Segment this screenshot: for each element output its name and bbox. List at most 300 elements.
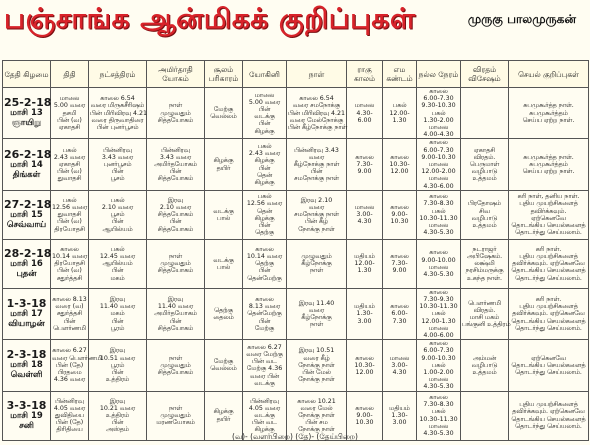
cell-star — [89, 190, 147, 239]
cell-line: திரயோதசி — [54, 260, 85, 268]
cell-line: பால் — [216, 263, 231, 271]
cell-line: சித்தயோகம் — [157, 175, 194, 183]
cell-line: 11.40 வரை — [99, 303, 136, 311]
cell-seyal — [509, 340, 589, 391]
cell-line: கிழக்கு — [254, 426, 275, 434]
cell-rahu — [347, 340, 383, 391]
cell-nalla — [417, 288, 461, 339]
cell-line: 28-2-18 — [4, 246, 52, 260]
cell-date — [3, 88, 51, 139]
cell-line: பகல் — [431, 361, 446, 369]
cell-line: பகல் — [257, 143, 272, 151]
cell-thithi — [51, 139, 89, 190]
cell-line: 4.36 வரை — [53, 376, 86, 384]
cell-line: வழிபாடு — [471, 361, 498, 369]
cell-rahu — [347, 88, 383, 139]
cell-line: 7.30-8.30 — [423, 200, 454, 208]
cell-soolam — [205, 139, 243, 190]
cell-line: 12.45 வரை — [99, 253, 136, 261]
cell-line: மேற்கு — [254, 324, 275, 332]
cell-line: 12.00 — [355, 369, 374, 377]
cell-line: பின் — [310, 168, 323, 176]
column-header: எம கண்டம் — [383, 61, 417, 88]
cell-line: பின் (வ) — [57, 116, 82, 124]
cell-line: தொடர்ந்து செய்யலாம். — [515, 229, 582, 237]
cell-line: துவிதியை — [54, 412, 85, 420]
cell-yogini — [243, 190, 287, 239]
cell-line: தொடங்கிய செயல்களைத் — [511, 361, 586, 369]
cell-line: 1.30 — [357, 267, 372, 275]
cell-line: திரிதியை — [56, 426, 83, 434]
cell-line: முழுவதும் — [160, 109, 191, 117]
cell-viratham — [461, 288, 509, 339]
cell-line: 3.00- — [391, 361, 408, 369]
cell-line: வரை மிருகசீரிஷம் — [90, 102, 145, 110]
cell-line: 7.30- — [356, 161, 373, 169]
cell-line: காலை — [390, 153, 409, 161]
cell-line: தயிர் — [216, 415, 231, 423]
cell-line: 6.00-7.30 — [423, 146, 454, 154]
table-row — [3, 88, 589, 139]
cell-line: 6.00- — [391, 310, 408, 318]
cell-line: 9.00 — [357, 168, 372, 176]
cell-line: காலை — [355, 153, 374, 161]
cell-line: நடராஜர் — [472, 245, 497, 253]
cell-line: நோக்கு நாள் — [298, 361, 335, 369]
cell-line: தொடங்கிய செயல்களைத் — [511, 267, 586, 275]
cell-line: பகல் — [431, 408, 446, 416]
cell-line: உத்திரம் — [105, 412, 130, 420]
cell-line: 27-2-18 — [4, 197, 52, 211]
cell-line: வெள்ளி — [10, 370, 43, 381]
cell-line: 9.00 — [392, 267, 407, 275]
cell-nalla — [417, 88, 461, 139]
cell-line: காலை 6.27 — [52, 347, 87, 355]
cell-line: 4.00-4.30 — [423, 131, 454, 139]
cell-line: 2-3-18 — [6, 348, 47, 362]
cell-line: உத்தமம் — [472, 175, 497, 183]
cell-line: 4.30- — [356, 109, 373, 117]
cell-line: சித்தயோகம் — [157, 225, 194, 233]
cell-line: இரவு 10.51 — [298, 347, 335, 355]
cell-line: பின் — [258, 120, 271, 128]
legend-footnote: (வ)- (வளர்பிறை) (தே)- (தேய்பிறை) — [232, 432, 358, 441]
cell-line: 9.00-10.30 — [421, 354, 456, 362]
cell-line: ஞாயிறு — [11, 118, 42, 129]
cell-ema — [383, 239, 417, 288]
cell-line: 12.00- — [389, 109, 410, 117]
cell-line: வரை சமநோக்கு — [292, 102, 341, 110]
cell-line: வடக்கு — [213, 207, 234, 215]
cell-line: தொடர்ந்து செய்யலாம். — [515, 422, 582, 430]
cell-line: தொடங்கிய செயல்களைத் — [511, 222, 586, 230]
cell-line: கிழக்கு — [254, 127, 275, 135]
cell-line: பௌர்ணமி — [53, 324, 86, 332]
column-header: திதி — [51, 61, 89, 88]
cell-line: நாள் — [168, 253, 182, 261]
cell-line: சுபமுகூர்த்தம் — [529, 161, 568, 169]
cell-line: பின்னிரவு — [161, 146, 190, 154]
cell-line: பின் (தே) — [55, 419, 84, 427]
cell-star — [89, 239, 147, 288]
cell-line: பகல் — [62, 146, 77, 154]
cell-line: நோக்கு நாள் — [298, 376, 335, 384]
cell-line: பின் கீழ்நோக்கு நாள் — [288, 124, 348, 132]
cell-line: கிழக்கு — [213, 408, 234, 416]
cell-line: செய்ய ஏற்ற நாள். — [522, 116, 575, 124]
cell-line: கீழ்நோக்கு — [301, 314, 332, 322]
cell-line: 6.00-7.30 — [423, 347, 454, 355]
cell-line: 10.51 வரை — [99, 354, 136, 362]
cell-line: பூசம் — [110, 211, 125, 219]
table-row — [3, 190, 589, 239]
cell-line: மாலை — [428, 422, 449, 430]
cell-soolam — [205, 239, 243, 288]
cell-line: உத்தமம் — [472, 369, 497, 377]
cell-line: 1.30- — [391, 412, 408, 420]
cell-line: பின் — [258, 317, 271, 325]
cell-line: பூசம் — [110, 175, 125, 183]
cell-yogini — [243, 88, 287, 139]
cell-line: காலை — [390, 253, 409, 261]
cell-line: 4.05 வரை — [53, 404, 86, 412]
cell-line: பின் — [258, 222, 271, 230]
cell-line: மாலை — [428, 222, 449, 230]
cell-yogini — [243, 239, 287, 288]
cell-line: 9.00- — [391, 211, 408, 219]
cell-line: 5.00 வரை — [248, 98, 281, 106]
cell-line: லக்ஷ்மி — [474, 260, 495, 268]
cell-line: நோக்கு நாள் — [298, 225, 335, 233]
cell-line: தொடர்ந்து செய்யலாம். — [515, 324, 582, 332]
cell-line: தவிர்க்கவும். ஏற்கெனவே — [512, 310, 585, 318]
cell-line: மதியம் — [354, 303, 375, 311]
cell-line: 4.30-6.00 — [423, 182, 454, 190]
cell-nalla — [417, 340, 461, 391]
cell-line: சித்தயோகம் — [157, 116, 194, 124]
cell-viratham — [461, 340, 509, 391]
cell-line: 9.00-10.30 — [421, 153, 456, 161]
cell-line: சதுர்த்தசி — [56, 274, 83, 282]
cell-line: பின் — [111, 419, 124, 427]
cell-line: வியாழன் — [8, 319, 45, 330]
cell-line: நோக்கு நாள் — [298, 412, 335, 420]
cell-line: சதுர்த்தசி — [56, 310, 83, 318]
cell-yogini — [243, 139, 287, 190]
cell-yogam — [147, 139, 205, 190]
cell-line: கரி நாள். — [535, 296, 562, 304]
cell-naal — [287, 288, 347, 339]
cell-line: கிழக்கு — [254, 214, 275, 222]
cell-line: மேற்கு — [213, 106, 234, 113]
cell-line: 10.30- — [389, 161, 410, 169]
column-header: நல்ல நேரம் — [417, 61, 461, 88]
cell-line: புதிய முயற்சிகளைத் — [519, 303, 578, 311]
author-byline: முருகு பாலமுருகன் — [467, 12, 576, 26]
cell-line: தவிர்க்கவும். — [530, 207, 567, 215]
cell-line: தொடர்ந்து செய்யலாம். — [515, 274, 582, 282]
cell-line: 4.30 — [357, 218, 372, 226]
cell-line: 1-3-18 — [6, 297, 47, 311]
cell-line: 3.43 வரை — [159, 153, 192, 161]
table-body — [3, 88, 589, 441]
cell-line: பின் — [169, 218, 182, 226]
cell-line: சித்தயோகம் — [157, 324, 194, 332]
cell-line: மரணயோகம் — [156, 419, 195, 427]
cell-naal — [287, 88, 347, 139]
cell-line: மகம் — [110, 310, 125, 318]
cell-line: காலை — [429, 394, 448, 402]
cell-line: அஸ்தம் — [106, 426, 129, 434]
cell-line: தயிர் — [216, 164, 231, 172]
cell-line: 10.14 வரை — [246, 253, 283, 261]
cell-line: 12.56 வரை — [246, 200, 283, 208]
cell-line: 3-3-18 — [6, 398, 47, 412]
cell-star — [89, 340, 147, 391]
cell-ema — [383, 340, 417, 391]
cell-line: பூரம் — [110, 361, 125, 369]
cell-line: நோக்கு நாள் — [298, 426, 335, 434]
cell-line: புதிய முயற்சிகளைத் — [519, 200, 578, 208]
cell-line: காலை — [255, 245, 274, 253]
cell-line: மாசி 13 — [10, 108, 43, 119]
cell-line: 10.30 — [390, 218, 409, 226]
cell-line: கிழக்கு — [254, 157, 275, 165]
cell-line: வெல்லம் — [210, 113, 237, 121]
cell-line: மேற்கு — [213, 358, 234, 366]
cell-line: காலை — [429, 340, 448, 348]
cell-line: மாசி 19 — [10, 410, 43, 421]
cell-line: பின் — [111, 218, 124, 226]
cell-line: மாலை — [59, 95, 80, 103]
cell-rahu — [347, 288, 383, 339]
cell-line: முழுவதும் — [160, 412, 191, 420]
cell-line: கிழக்கு — [213, 157, 234, 165]
cell-line: பால் — [216, 214, 231, 222]
cell-line: முழுவதும் — [301, 253, 332, 261]
cell-line: தவிர்க்கவும். ஏற்கெனவே — [512, 408, 585, 416]
cell-line: கீழ்நோக்கு நாள் — [293, 161, 340, 169]
column-header: செயல் குறிப்புகள் — [509, 61, 589, 88]
cell-line: பின் — [169, 317, 182, 325]
cell-line: 10.30-11.30 — [419, 303, 458, 311]
cell-line: ஏற்கெனவே — [531, 354, 566, 362]
cell-line: கரி நாள், தனிய நாள். — [517, 193, 580, 201]
cell-seyal — [509, 239, 589, 288]
cell-line: அமிர்தயோகம் — [154, 161, 197, 169]
cell-line: பின் (வ) — [57, 218, 82, 226]
cell-line: காலை — [60, 245, 79, 253]
cell-line: வெல்லம் — [210, 365, 237, 373]
cell-line: மாலை — [428, 376, 449, 384]
cell-line: தொடங்கிய செயல்களைத் — [511, 415, 586, 423]
cell-line: காலை 6.54 — [100, 95, 135, 103]
cell-ema — [383, 139, 417, 190]
cell-line: மாசி 16 — [10, 258, 43, 269]
cell-line: ஏற்கெனவே — [531, 214, 566, 222]
cell-line: மாலை — [428, 175, 449, 183]
table-row — [3, 340, 589, 391]
cell-date — [3, 190, 51, 239]
cell-line: பின்னிரவு — [103, 146, 132, 154]
cell-seyal — [509, 88, 589, 139]
cell-line: பெருமாள் — [469, 161, 500, 169]
cell-line: இரவு 11.40 — [298, 299, 335, 307]
cell-line: 9.00-10.00 — [421, 256, 456, 264]
cell-line: மதியம் — [389, 404, 410, 412]
cell-line: பின் புனர்பூசம் — [96, 124, 139, 132]
cell-line: தென்மேற்கு — [247, 274, 282, 282]
cell-line: பின் (தே) — [55, 361, 84, 369]
cell-line: ஆயில்யம் — [102, 260, 133, 268]
cell-line: 10.30-11.30 — [419, 214, 458, 222]
cell-line: மாசி 15 — [10, 209, 43, 220]
cell-line: புதிய முயற்சிகளைத் — [519, 253, 578, 261]
cell-yogam — [147, 288, 205, 339]
cell-line: பின் — [111, 267, 124, 275]
cell-line: இரவு — [109, 397, 126, 405]
cell-line: 1.30-2.00 — [423, 116, 454, 124]
cell-thithi — [51, 288, 89, 339]
cell-naal — [287, 340, 347, 391]
cell-line: பங்குனி உத்திரம் — [462, 321, 511, 329]
cell-soolam — [205, 190, 243, 239]
cell-line: காலை — [429, 139, 448, 147]
cell-rahu — [347, 139, 383, 190]
cell-line: ஏகாதசி — [473, 146, 496, 154]
cell-line: வடக்கு — [213, 256, 234, 264]
cell-line: காலை — [355, 354, 374, 362]
cell-line: வரை பின் — [249, 372, 280, 380]
cell-line: 7.30-8.30 — [423, 401, 454, 409]
cell-line: கரி நாள். — [535, 245, 562, 253]
cell-line: அமிர்தயோகம் — [154, 310, 197, 318]
cell-line: 3.43 வரை — [101, 153, 134, 161]
cell-line: 25-2-18 — [4, 96, 52, 110]
cell-line: வரை மேல்நோக்கு — [289, 116, 344, 124]
cell-line: தெற்கு — [214, 306, 233, 314]
cell-line: வரை மேல் — [300, 404, 333, 412]
cell-nalla — [417, 139, 461, 190]
cell-line: 3.00 — [357, 317, 372, 325]
cell-line: சித்தயோகம் — [157, 369, 194, 377]
cell-line: 10.21 வரை — [99, 404, 136, 412]
cell-line: 4.05 வரை — [248, 404, 281, 412]
column-header: நாள் — [287, 61, 347, 88]
cell-line: காலை — [390, 204, 409, 212]
cell-line: கீழ்நோக்கு — [301, 260, 332, 268]
cell-ema — [383, 190, 417, 239]
cell-line: 9.30-10.30 — [421, 102, 456, 110]
column-header: யோகினி — [243, 61, 287, 88]
cell-line: 12.56 வரை — [52, 204, 88, 212]
cell-line: தவிர்க்கவும். ஏற்கெனவே — [512, 260, 585, 268]
cell-line: பின்னிரவு — [250, 397, 279, 405]
cell-line: தொடங்கிய செயல்களைத் — [511, 317, 586, 325]
cell-line: பின் வட — [252, 419, 277, 427]
cell-line: திங்கள் — [12, 169, 41, 180]
cell-line: தெற்கு — [255, 229, 274, 237]
cell-line: 4.30-5.30 — [423, 271, 454, 279]
cell-line: சிவ — [479, 207, 490, 215]
cell-line: சமநோக்கு நாள் — [294, 211, 339, 219]
cell-line: பகல் — [110, 196, 125, 204]
cell-line: பின் (வ) — [57, 168, 82, 176]
cell-line: முழுவதும் — [160, 361, 191, 369]
cell-line: பகல் — [392, 102, 407, 110]
cell-line: தொடர்ந்து செய்யலாம். — [515, 369, 582, 377]
table-header-row — [3, 61, 589, 88]
cell-line: 8.13 வரை — [248, 303, 281, 311]
table-row — [3, 288, 589, 339]
cell-line: இரவு — [167, 296, 184, 304]
cell-line: சமநோக்கு நாள் — [294, 175, 339, 183]
cell-line: இரவு — [109, 347, 126, 355]
cell-rahu — [347, 239, 383, 288]
cell-line: இரவு 2.10 — [300, 196, 333, 204]
cell-line: பிரதோஷம் — [468, 200, 501, 208]
column-header: சூலம் பரிகாரம் — [205, 61, 243, 88]
cell-line: 2.43 வரை — [248, 150, 281, 158]
cell-line: மாலை — [354, 102, 375, 110]
cell-line: மாசி 18 — [10, 360, 43, 371]
cell-line: மதியம் — [354, 253, 375, 261]
cell-line: வடக்கு — [254, 412, 275, 420]
cell-line: 3.00- — [356, 211, 373, 219]
cell-star — [89, 288, 147, 339]
cell-line: 26-2-18 — [4, 147, 52, 161]
cell-line: 10.30 — [355, 419, 374, 427]
cell-line: 4.30-5.30 — [423, 383, 454, 391]
cell-line: பின் வட — [252, 358, 277, 366]
cell-line: காலை — [429, 249, 448, 257]
cell-line: தசமி — [62, 109, 77, 117]
page-title: பஞ்சாங்க ஆன்மிகக் குறிப்புகள் — [4, 2, 416, 35]
cell-line: வரை (வ) — [55, 303, 84, 311]
cell-line: பின் — [111, 168, 124, 176]
cell-line: 4.30-5.30 — [423, 430, 454, 438]
cell-line: பின் — [258, 164, 271, 172]
cell-line: பின் மிரிவிரவு 4.21 — [288, 109, 346, 117]
cell-line: 1.00-2.00 — [423, 369, 454, 377]
cell-line: பின் — [111, 369, 124, 377]
cell-star — [89, 88, 147, 139]
table-row — [3, 239, 589, 288]
column-header: விரதம் விசேஷம் — [461, 61, 509, 88]
cell-seyal — [509, 139, 589, 190]
cell-line: காலை — [355, 404, 374, 412]
cell-line: இரவு — [109, 296, 126, 304]
cell-thithi — [51, 88, 89, 139]
cell-line: 12.00- — [354, 260, 375, 268]
cell-line: காலை — [390, 303, 409, 311]
cell-line: மாலை — [428, 324, 449, 332]
cell-line: 10.30- — [354, 361, 375, 369]
cell-line: 1.30 — [392, 116, 407, 124]
cell-line: வடக்கு — [254, 379, 275, 387]
cell-line: சித்தயோகம் — [157, 267, 194, 275]
cell-thithi — [51, 340, 103, 391]
cell-line: பகல் — [431, 109, 446, 117]
cell-line: இரவு — [167, 196, 184, 204]
cell-line: முழுவதும் — [160, 260, 191, 268]
cell-soolam — [205, 88, 243, 139]
cell-line: காலை 8.13 — [52, 296, 87, 304]
cell-seyal — [509, 288, 589, 339]
cell-line: உத்தமம் — [472, 222, 497, 230]
cell-line: சித்தயோகம் — [157, 211, 194, 219]
cell-line: 6.00-7.30 — [423, 95, 454, 103]
